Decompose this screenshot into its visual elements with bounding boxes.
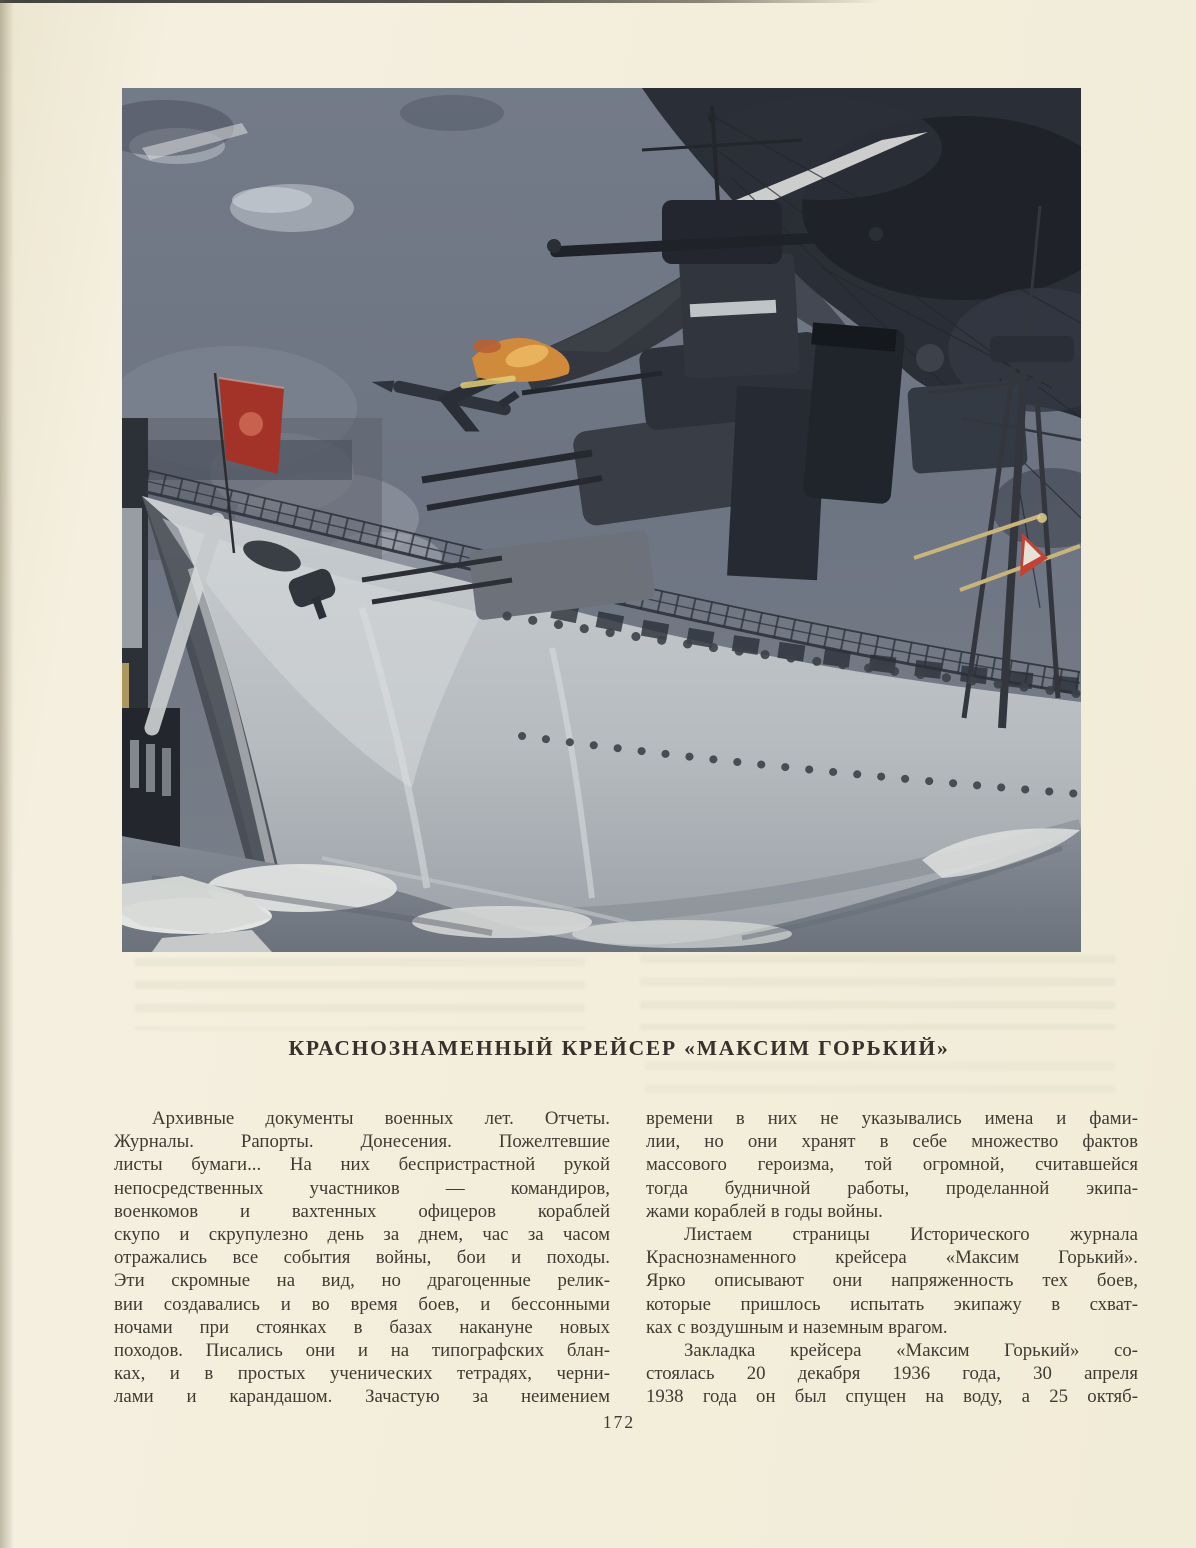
text-line: которые пришлось испытать экипажу в схват-	[646, 1293, 1138, 1315]
chapter-title: КРАСНОЗНАМЕННЫЙ КРЕЙСЕР «МАКСИМ ГОРЬКИЙ»	[288, 1036, 950, 1060]
text-line: походов. Писались они и на типографских блан-	[114, 1339, 610, 1361]
page-showthrough	[135, 958, 585, 1030]
text-line: Краснознаменного крейсера «Максим Горький».	[646, 1247, 1138, 1269]
text-line: жами кораблей в годы войны.	[646, 1200, 883, 1222]
text-line: времени в них не указывались имена и фами-	[646, 1108, 1138, 1129]
text-line: Архивные документы военных лет. Отчеты.	[152, 1108, 610, 1129]
text-line: Ярко описывают они напряженность тех боев,	[646, 1270, 1138, 1292]
text-line: отражались все события войны, бои и походы.	[114, 1247, 610, 1269]
text-line: скупо и скрупулезно день за днем, час за часом	[114, 1223, 610, 1245]
page-showthrough	[640, 955, 1115, 1030]
text-line: лии, но они хранят в себе множество фактов	[646, 1131, 1138, 1153]
flag-star-emblem	[239, 412, 263, 436]
painting-cruiser-maxim-gorky	[122, 88, 1081, 952]
text-line: Журналы. Рапорты. Донесения. Пожелтевшие	[114, 1131, 610, 1153]
text-line: листы бумаги... На них беспристрастной рукой	[114, 1154, 610, 1176]
text-line: тогда будничной работы, проделанной экипа-	[646, 1177, 1138, 1199]
illustration-frame	[122, 88, 1081, 952]
mast-platform	[990, 336, 1074, 362]
text-line: ках с воздушным и наземным врагом.	[646, 1316, 948, 1338]
text-line: Закладка крейсера «Максим Горький» со-	[684, 1339, 1138, 1361]
text-line: вии создавались и во время боев, и бессонными	[114, 1293, 610, 1315]
text-line: Листаем страницы Исторического журнала	[684, 1223, 1138, 1245]
text-column-right	[646, 1107, 1138, 1408]
text-line: военкомов и вахтенных офицеров кораблей	[114, 1200, 610, 1222]
text-line: лами и карандашом. Зачастую за неимением	[114, 1386, 610, 1408]
text-line: ночами при стоянках в базах накануне новых	[114, 1316, 610, 1338]
text-line: Эти скромные на вид, но драгоценные релик-	[114, 1270, 610, 1292]
text-line: 1938 года он был спущен на воду, а 25 октяб-	[646, 1386, 1138, 1408]
text-line: массового героизма, той огромной, считавшейся	[646, 1154, 1138, 1176]
text-line: ках, и в простых ученических тетрадях, черни-	[114, 1363, 610, 1385]
scan-edge-top	[0, 0, 880, 3]
text-line: непосредственных участников — командиров,	[114, 1177, 610, 1199]
searchlight	[916, 344, 944, 372]
page-showthrough	[645, 1062, 1115, 1104]
page-number: 172	[602, 1412, 636, 1432]
text-line: стоялась 20 декабря 1936 года, 30 апреля	[646, 1363, 1138, 1385]
page-gutter-shadow	[0, 0, 14, 1548]
director-tower	[662, 200, 782, 264]
text-column-left	[114, 1107, 610, 1408]
